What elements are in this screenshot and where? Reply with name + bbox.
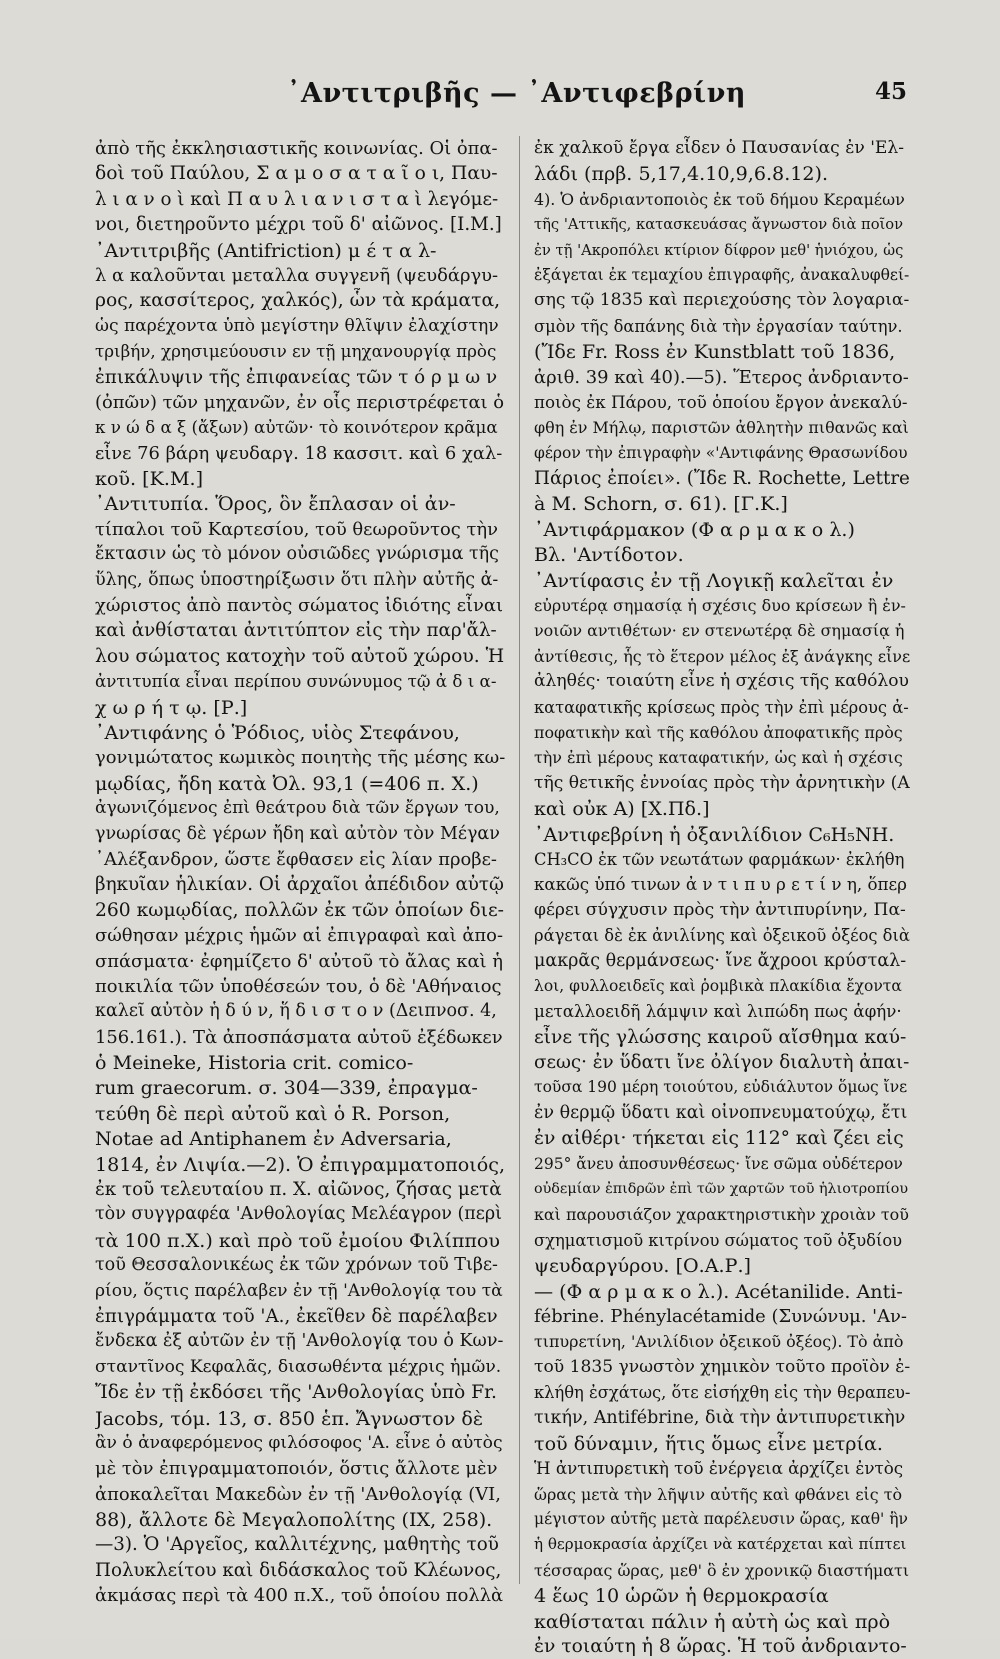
text-line: ἂν ὁ ἀναφερόμενος φιλόσοφος 'Α. εἶνε ὁ αὐτὸς: [95, 1432, 503, 1453]
text-line: ᾽Αντιφεβρίνη ἡ ὀξανιλίδιον C₆H₅NH.: [534, 822, 895, 846]
text-line: ἔκτασιν ὡς τὸ μόνον οὐσιῶδες γνώρισμα τῆς: [95, 544, 499, 565]
text-line: μῳδίας, ἤδη κατὰ Ὀλ. 93,1 (=406 π. Χ.): [95, 771, 479, 795]
text-line: σεως· ἐν ὕδατι ἴνε ὀλίγον διαλυτὴ ἀπαι-: [534, 1052, 910, 1074]
text-line: 4 ἕως 10 ὡρῶν ἡ θερμοκρασία: [534, 1584, 829, 1608]
text-line: ἀποκαλεῖται Μακεδὼν ἐν τῇ 'Ανθολογίᾳ (VI,: [95, 1483, 501, 1505]
text-line: ἀντίθεσις, ἧς τὸ ἕτερον μέλος ἐξ ἀνάγκης εἶνε: [534, 646, 910, 666]
text-line: Πάριος ἐποίει». (Ἴδε R. Rochette, Lettre: [534, 468, 910, 490]
text-line: ράγεται δὲ ἐκ ἀνιλίνης καὶ ὀξεικοῦ ὀξέος διὰ: [534, 926, 910, 946]
text-line: εὐρυτέρᾳ σημασίᾳ ἡ σχέσις δυο κρίσεων ἢ ἐν-: [534, 596, 906, 616]
text-line: καὶ παρουσιάζον χαρακτηριστικὴν χροιὰν τοῦ: [534, 1205, 909, 1225]
text-line: ἐν τῇ 'Ακροπόλει κτίριον δίφρον μεθ' ἡνιόχου, ὡς: [534, 241, 904, 259]
text-line: CH₃CO ἐκ τῶν νεωτάτων φαρμάκων· ἐκλήθη: [534, 849, 905, 869]
text-line: μὲ τὸν ἐπιγραμματοποιόν, ὅστις ἄλλοτε μὲν: [95, 1458, 498, 1480]
left-text-column: [95, 136, 505, 1609]
text-line: εἶνε τῆς γλώσσης καιροῦ αἴσθημα καύ-: [534, 1026, 907, 1048]
text-line: τῆς 'Αττικῆς, κατασκευάσας ἄγνωστον διὰ ποῖον: [534, 216, 904, 234]
page-header-title: ᾽Αντιτριβῆς — ᾽Αντιφεβρίνη: [287, 78, 746, 109]
text-line: καὶ ἀνθίσταται ἀντιτύπτον εἰς τὴν παρ'ἄλ-: [95, 620, 497, 642]
text-line: 4). Ὁ ἀνδριαντοποιὸς ἐκ τοῦ δήμου Κεραμέων: [534, 189, 905, 209]
text-line: λ ι α ν ο ὶ καὶ Π α υ λ ι α ν ι σ τ α ὶ λεγόμε-: [95, 188, 499, 210]
text-line: fébrine. Phénylacétamide (Συνώνυμ. 'Αν-: [534, 1305, 907, 1327]
text-line: ἀληθές· τοιαύτη εἶνε ἡ σχέσις τῆς καθόλου: [534, 671, 909, 692]
text-line: ὥρας μετὰ τὴν λῆψιν αὐτῆς καὶ φθάνει εἰς τὸ: [534, 1484, 903, 1504]
text-line: ἀπὸ τῆς ἐκκλησιαστικῆς κοινωνίας. Οἱ ὀπα-: [95, 138, 498, 159]
text-line: rum graecorum. σ. 304—339, ἐπραγμα-: [95, 1076, 478, 1100]
text-line: ἐπικάλυψιν τῆς ἐπιφανείας τῶν τ ό ρ μ ω ν: [95, 366, 498, 388]
text-line: ὕλης, ὅπως ὑποστηρίξωσιν ὅτι πλὴν αὐτῆς ἀ-: [95, 569, 499, 590]
text-line: ἐν θερμῷ ὕδατι καὶ οἰνοπνευματούχῳ, ἔτι: [534, 1102, 908, 1123]
text-line: τοῦ 1835 γνωστὸν χημικὸν τοῦτο προϊὸν ἐ-: [534, 1356, 910, 1377]
text-line: 295° ἄνευ ἀποσυνθέσεως· ἴνε σῶμα οὐδέτερον: [534, 1154, 903, 1173]
text-line: λου σώματος κατοχὴν τοῦ αὐτοῦ χώρου. Ἡ: [95, 645, 505, 667]
text-line: — (Φ α ρ μ α κ ο λ.). Acétanilide. Anti-: [534, 1279, 903, 1303]
text-line: 156.161.). Τὰ ἀποσπάσματα αὐτοῦ ἐξέδωκεν: [95, 1026, 503, 1048]
text-line: φέρει σύγχυσιν πρὸς τὴν ἀντιπυρίνην, Πα-: [534, 899, 906, 920]
text-line: μεταλλοειδῆ λάμψιν καὶ λιπώδη πως ἁφήν·: [534, 1001, 902, 1022]
text-line: ἀγωνιζόμενος ἐπὶ θεάτρου διὰ τῶν ἔργων του,: [95, 798, 500, 819]
text-line: Πολυκλείτου καὶ διδάσκαλος τοῦ Κλέωνος,: [95, 1559, 502, 1581]
text-line: τοῦ Θεσσαλονικέως ἐκ τῶν χρόνων τοῦ Τιβε-: [95, 1255, 498, 1276]
text-line: τοῦ δύναμιν, ἥτις ὅμως εἶνε μετρία.: [534, 1431, 883, 1455]
text-line: ὁ Meineke, Historia crit. comico-: [95, 1051, 414, 1075]
text-line: ἡ θερμοκρασία ἀρχίζει νὰ κατέρχεται καὶ πίπτει: [534, 1535, 907, 1554]
text-line: ἐπιγράμματα τοῦ 'Α., ἐκεῖθεν δὲ παρέλαβεν: [95, 1305, 498, 1327]
text-line: μακρᾶς θερμάνσεως· ἴνε ἄχροοι κρύσταλ-: [534, 950, 907, 971]
text-line: χώριστος ἀπὸ παντὸς σώματος ἰδιότης εἶναι: [95, 595, 503, 617]
text-line: ἐκ τοῦ τελευταίου π. Χ. αἰῶνος, ζήσας μετὰ: [95, 1179, 502, 1201]
text-line: τίπαλοι τοῦ Καρτεσίου, τοῦ θεωροῦντος τὴν: [95, 518, 498, 540]
text-line: ἀντιτυπία εἶναι περίπου συνώνυμος τῷ ἀ δ ι α-: [95, 671, 497, 692]
text-line: νοι, διετηροῦντο μέχρι τοῦ δ' αἰῶνος. [Ι.Μ.]: [95, 214, 502, 236]
column-divider: [519, 136, 520, 1584]
text-line: νοιῶν αντιθέτων· εν στενωτέρᾳ δὲ σημασίᾳ ἡ: [534, 621, 905, 641]
text-line: φθη ἐν Μήλῳ, παριστῶν ἀθλητὴν πιθανῶς καὶ: [534, 418, 909, 438]
text-line: κλήθη ἐσχάτως, ὅτε εἰσήχθη εἰς τὴν θεραπευ-: [534, 1383, 910, 1403]
text-line: ἐκ χαλκοῦ ἔργα εἶδεν ὁ Παυσανίας ἐν 'Ελ-: [534, 138, 904, 158]
text-line: λάδι (πρβ. 5,17,4.10,9,6.8.12).: [534, 162, 829, 186]
text-line: τριβήν, χρησιμεύουσιν εν τῇ μηχανουργίᾳ πρὸς: [95, 341, 497, 362]
text-line: Ἡ ἀντιπυρετικὴ τοῦ ἐνέργεια ἀρχίζει ἐντὸς: [534, 1458, 904, 1479]
text-line: χ ω ρ ή τ ῳ. [Ρ.]: [95, 695, 248, 719]
text-line: —3). Ὁ 'Αργεῖος, καλλιτέχνης, μαθητὴς τοῦ: [95, 1534, 499, 1556]
text-line: καλεῖ αὐτὸν ἡ δ ύ ν, ἥ δ ι σ τ ο ν (Δειπνοσ. 4,: [95, 1001, 497, 1022]
text-line: καταφατικῆς κρίσεως πρὸς τὴν ἐπὶ μέρους ἀ-: [534, 697, 909, 717]
text-line: ἐν αἰθέρι· τήκεται εἰς 112° καὶ ζέει εἰς: [534, 1128, 904, 1150]
text-line: ἐν τοιαύτη ἡ 8 ὥρας. Ἡ τοῦ ἀνδριαντο-: [534, 1636, 907, 1658]
text-line: ᾽Αντιφάρμακον (Φ α ρ μ α κ ο λ.): [534, 517, 855, 541]
text-line: τοῦσα 190 μέρη τοιούτου, εὐδιάλυτον ὅμως ἴνε: [534, 1078, 908, 1097]
text-line: ψευδαργύρου. [Ο.Α.Ρ.]: [534, 1254, 751, 1278]
text-line: Βλ. 'Αντίδοτον.: [534, 543, 684, 567]
text-line: ρίου, ὅςτις παρέλαβεν ἐν τῇ 'Ανθολογίᾳ του τὰ: [95, 1280, 503, 1301]
text-line: ᾽Αντιτριβῆς (Antifriction) μ έ τ α λ-: [95, 238, 437, 262]
text-line: τὰ 100 π.Χ.) καὶ πρὸ τοῦ ἐμοίου Φιλίππου: [95, 1228, 501, 1252]
text-line: 260 κωμῳδίας, πολλῶν ἐκ τῶν ὁποίων διε-: [95, 899, 504, 921]
page-number: 45: [874, 78, 907, 105]
text-line: (ὀπῶν) τῶν μηχανῶν, ἐν οἷς περιστρέφεται ὁ: [95, 391, 505, 413]
text-line: γονιμώτατος κωμικὸς ποιητὴς τῆς μέσης κω-: [95, 747, 505, 769]
text-line: τεύθη δὲ περὶ αὐτοῦ καὶ ὁ R. Porson,: [95, 1101, 451, 1125]
text-line: φέρον τὴν ἐπιγραφὴν «'Αντιφάνης Θρασωνίδου: [534, 443, 908, 462]
text-line: ᾽Αλέξανδρον, ὥστε ἔφθασεν εἰς λίαν προβε-: [95, 848, 497, 870]
running-header: [0, 70, 1000, 114]
text-line: καὶ οὐκ Α) [Χ.Πδ.]: [534, 797, 710, 821]
text-line: ᾽Αντιφάνης ὁ Ῥόδιος, υἱὸς Στεφάνου,: [95, 720, 460, 744]
text-line: τέσσαρας ὥρας, μεθ' ὃ ἐν χρονικῷ διαστήματι: [534, 1560, 910, 1580]
text-line: δοὶ τοῦ Παύλου, Σ α μ ο σ α τ α ῖ ο ι, Παυ-: [95, 163, 498, 185]
text-line: τιπυρετίνη, 'Ανιλίδιον ὀξεικοῦ ὀξέος). Τὸ ἀπὸ: [534, 1332, 904, 1352]
text-line: ἔνδεκα ἐξ αὐτῶν ἐν τῇ 'Ανθολογίᾳ του ὁ Κων-: [95, 1331, 504, 1352]
text-line: σταντῖνος Κεφαλᾶς, διασωθέντα μέχρις ἡμῶν.: [95, 1356, 502, 1377]
text-line: βηκυῖαν ἡλικίαν. Οἱ ἀρχαῖοι ἀπέδιδον αὐτῷ: [95, 874, 504, 896]
text-line: μέγιστον αὐτῆς μετὰ παρέλευσιν ὥρας, καθ' ἣν: [534, 1510, 908, 1529]
text-line: ὡς παρέχοντα ὑπὸ μεγίστην θλῖψιν ἐλαχίστην: [95, 315, 499, 336]
text-line: τικήν, Antifébrine, διὰ τὴν ἀντιπυρετικὴν: [534, 1407, 906, 1428]
text-line: οὐδεμίαν ἐπιδρῶν ἐπὶ τῶν χαρτῶν τοῦ ἡλιοτροπίου: [534, 1181, 909, 1198]
text-line: σώθησαν μέχρις ἡμῶν αἱ ἐπιγραφαὶ καὶ ἀπο-: [95, 925, 503, 947]
right-text-column: [534, 136, 910, 1659]
text-line: ἐξάγεται ἐκ τεμαχίου ἐπιγραφῆς, ἀνακαλυφθεί-: [534, 265, 910, 284]
text-line: κ ν ώ δ α ξ (ἄξων) αὐτῶν· τὸ κοινότερον κρᾶμα: [95, 417, 498, 438]
text-line: σχηματισμοῦ κιτρίνου σώματος τοῦ ὀξυδίου: [534, 1230, 903, 1250]
text-line: κακῶς ὑπό τινων ἀ ν τ ι π υ ρ ε τ ί ν η, ὅπερ: [534, 874, 907, 895]
text-line: καθίσταται πάλιν ἡ αὐτὴ ὡς καὶ πρὸ: [534, 1609, 891, 1633]
text-line: Ἴδε ἐν τῇ ἐκδόσει τῆς 'Ανθολογίας ὑπὸ Fr.: [95, 1382, 497, 1404]
text-line: Jacobs, τόμ. 13, σ. 850 ἑπ. Ἄγνωστον δὲ: [95, 1406, 484, 1430]
text-line: ποιὸς ἐκ Πάρου, τοῦ ὁποίου ἔργον ἀνεκαλύ-: [534, 391, 908, 412]
text-line: κοῦ. [Κ.Μ.]: [95, 467, 204, 491]
text-line: γνωρίσας δὲ γέρων ἤδη καὶ αὐτὸν τὸν Μέγαν: [95, 823, 500, 844]
text-line: λοι, φυλλοειδεῖς καὶ ῥομβικὰ πλακίδια ἔχοντα: [534, 976, 902, 995]
text-line: τῆς θετικῆς ἐννοίας πρὸς τὴν ἀρνητικὴν (Α: [534, 772, 910, 793]
text-line: 88), ἄλλοτε δὲ Μεγαλοπολίτης (IX, 258).: [95, 1508, 493, 1532]
text-line: τὴν ἐπὶ μέρους καταφατικήν, ὡς καὶ ἡ σχέσις: [534, 748, 903, 768]
text-line: ᾽Αντιτυπία. Ὅρος, ὃν ἔπλασαν οἱ ἀν-: [95, 492, 456, 516]
text-line: ρος, κασσίτερος, χαλκός), ὧν τὰ κράματα,: [95, 290, 501, 312]
text-line: ᾽Αντίφασις ἐν τῇ Λογικῇ καλεῖται ἐν: [534, 568, 894, 592]
text-line: σμὸν τῆς δαπάνης διὰ τὴν ἐργασίαν ταύτην.: [534, 316, 903, 336]
text-line: à M. Schorn, σ. 61). [Γ.Κ.]: [534, 492, 788, 516]
text-line: ἀριθ. 39 καὶ 40).—5). Ἕτερος ἀνδριαντο-: [534, 366, 909, 388]
text-line: λ α καλοῦνται μεταλλα συγγενῆ (ψευδάργυ-: [95, 264, 499, 286]
text-line: (Ἴδε Fr. Ross ἐν Kunstblatt τοῦ 1836,: [534, 340, 896, 364]
text-line: 1814, ἐν Λιψία.—2). Ὁ ἐπιγραμματοποιός,: [95, 1152, 505, 1176]
text-line: εἶνε 76 βάρη ψευδαργ. 18 κασσιτ. καὶ 6 χαλ-: [95, 442, 503, 464]
text-line: σης τῷ 1835 καὶ περιεχούσης τὸν λογαρια-: [534, 290, 910, 311]
text-line: τὸν συγγραφέα 'Ανθολογίας Μελέαγρον (περὶ: [95, 1204, 503, 1225]
text-line: σπάσματα· ἐφημίζετο δ' αὐτοῦ τὸ ἄλας καὶ ἡ: [95, 950, 503, 972]
text-line: ἀκμάσας περὶ τὰ 400 π.Χ., τοῦ ὁποίου πολλὰ: [95, 1585, 504, 1607]
text-line: ποικιλία τῶν ὑποθέσεών του, ὁ δὲ 'Αθήναιος: [95, 975, 502, 997]
text-line: Notae ad Antiphanem ἐν Adversaria,: [95, 1127, 452, 1151]
text-line: ποφατικὴν καὶ τῆς καθόλου ἀποφατικῆς πρὸς: [534, 722, 903, 742]
